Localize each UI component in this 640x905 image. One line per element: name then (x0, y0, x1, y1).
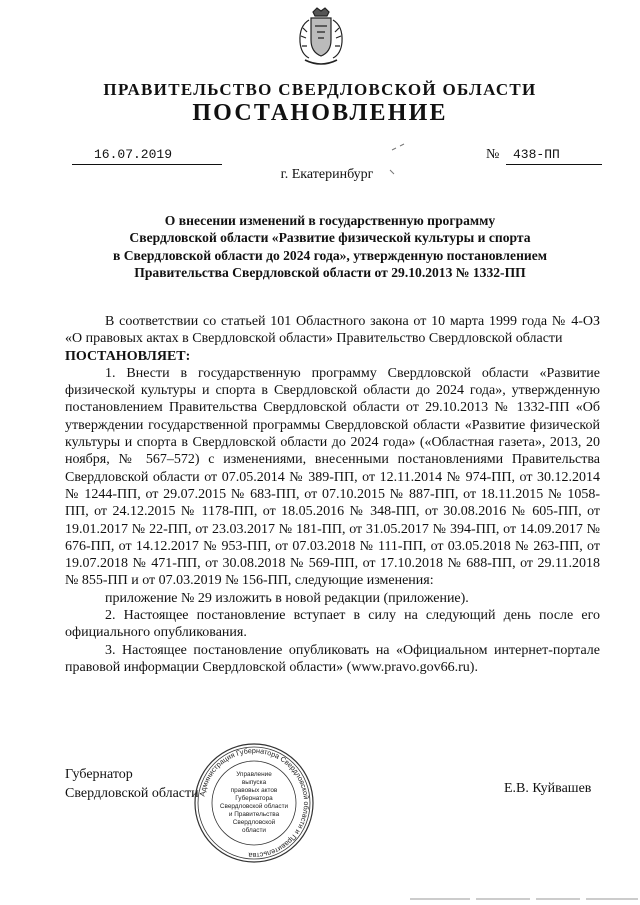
stamp-inner-line: Губернатора (235, 795, 273, 802)
city-label: г. Екатеринбург (280, 167, 374, 182)
signatory-title (65, 765, 199, 803)
document-number: 438-ПП (506, 146, 602, 165)
subject-line: Свердловской области «Развитие физической культуры и спорта (129, 230, 531, 246)
coat-of-arms-emblem (291, 6, 351, 70)
stamp-inner-line: и Правительства (228, 811, 280, 818)
preamble-paragraph: В соответствии со статьей 101 Областного закона от 10 марта 1999 года № 4-ОЗ «О правовых актах в Свердловской области» Правительство Свердловской области (65, 314, 600, 347)
official-stamp (193, 742, 315, 864)
subject-line: в Свердловской области до 2024 года», утвержденную постановлением (112, 247, 548, 263)
item-2-paragraph: 2. Настоящее постановление вступает в силу на следующий день после его официального опубликования. (65, 608, 600, 641)
subject-line: О внесении изменений в государственную программу (164, 213, 496, 228)
number-label: № (486, 147, 500, 162)
document-body (65, 313, 600, 676)
stamp-inner-line: Свердловской области (219, 803, 289, 810)
footer-print-mark (410, 893, 640, 903)
stamp-inner-line: области (242, 827, 266, 834)
item-3-paragraph: 3. Настоящее постановление опубликовать на «Официальном интернет-портале правовой информации Свердловской области» (www.pravo.gov66.ru). (65, 642, 600, 675)
subject-line: Правительства Свердловской области от 29.10.2013 № 1332-ПП (134, 265, 526, 281)
stamp-inner-line: Свердловской (232, 819, 276, 826)
document-date: 16.07.2019 (72, 146, 222, 165)
stamp-inner-line: Управление (236, 771, 272, 778)
resolves-heading: ПОСТАНОВЛЯЕТ: (65, 348, 191, 364)
signatory-name: Е.В. Куйвашев (504, 781, 592, 796)
stamp-inner-line: выпуска (241, 779, 267, 786)
signatory-title-line: Губернатор (65, 767, 133, 782)
government-heading: ПРАВИТЕЛЬСТВО СВЕРДЛОВСКОЙ ОБЛАСТИ (103, 80, 537, 99)
item-1-paragraph: 1. Внести в государственную программу Свердловской области «Развитие физической культуры и спорта в Свердловской области до 2024 года», утвержденную постановлением Правительства Свердловской области от 29.10.2013 № 1332-ПП «Об утверждении государственной программы Свердловской области «Развитие физической культуры и спорта в Свердловской области до 2024 года» («Областная газета», 2013, 20 ноября, № 567–572) с изменениями, внесенными постановлениями Правительства Свердловской области от 07.05.2014 № 389-ПП, от 12.11.2014 № 974-ПП, от 30.12.2014 № 1244-ПП, от 29.07.2015 № 683-ПП, от 07.10.2015 № 887-ПП, от 18.11.2015 № 1058-ПП, от 24.12.2015 № 1178-ПП, от 18.05.2016 № 348-ПП, от 30.08.2016 № 605-ПП, от 19.01.2017 № 22-ПП, от 23.03.2017 № 181-ПП, от 31.05.2017 № 394-ПП, от 14.09.2017 № 676-ПП, от 14.12.2017 № 953-ПП, от 07.03.2018 № 111-ПП, от 03.05.2018 № 263-ПП, от 19.07.2018 № 471-ПП, от 30.08.2018 № 569-ПП, от 17.10.2018 № 688-ПП, от 29.11.2018 № 855-ПП и от 07.03.2019 № 156-ПП, следующие изменения: (65, 365, 600, 589)
document-type-title: ПОСТАНОВЛЕНИЕ (192, 100, 448, 126)
document-subject (90, 212, 570, 282)
signatory-title-line: Свердловской области (65, 786, 199, 801)
item-1-subparagraph: приложение № 29 изложить в новой редакции (приложение). (105, 590, 469, 606)
stamp-inner-line: правовых актов (230, 787, 278, 794)
stamp-outer-text: Администрация Губернатора Свердловской области и Правительства (197, 745, 312, 861)
